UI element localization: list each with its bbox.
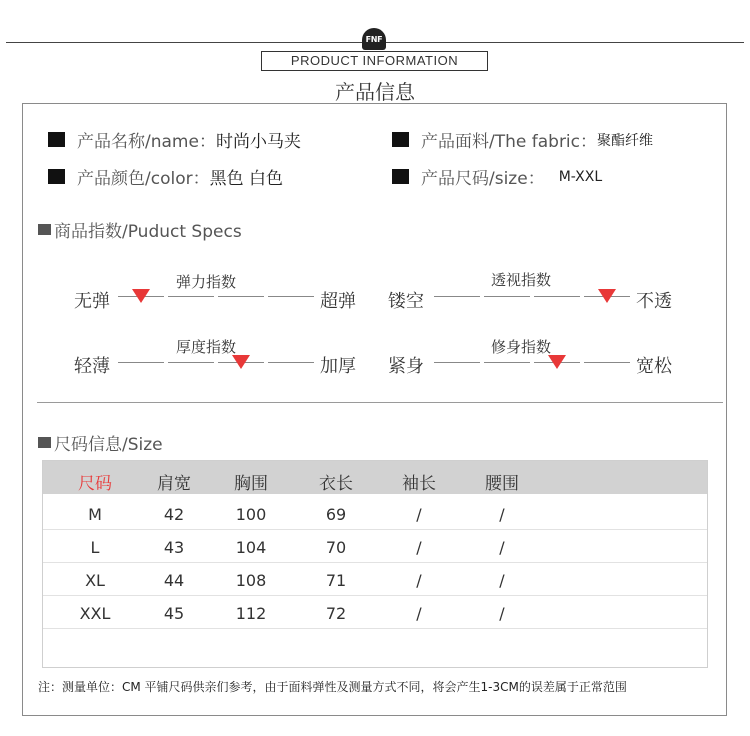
spec-scale-segment [268,362,314,363]
size-table-cell: 71 [325,571,347,590]
specs-section-label: 商品指数/Puduct Specs [54,222,242,242]
spec-scale-segment [484,296,530,297]
mid-divider [37,402,723,403]
spec-title: 厚度指数 [176,338,237,356]
size-table-cell: XL [85,571,105,590]
size-table-cell: 42 [163,505,185,524]
info-fabric-row [392,127,653,152]
spec-scale-segment [118,362,164,363]
size-table-cell: / [499,571,505,590]
specs-section-title [38,217,242,242]
size-table-cell: / [416,571,422,590]
size-table-cell: L [90,538,100,557]
size-section-label: 尺码信息/Size [54,435,163,455]
spec-level-marker-icon [598,289,616,303]
table-row-divider [43,562,707,563]
size-column-header: 腰围 [485,474,519,494]
spec-scale-segment [168,296,214,297]
section-header-cn: 产品信息 [335,80,415,104]
brand-logo: FNF [362,28,386,50]
spec-scale-segment [434,296,480,297]
info-size-key: 产品尺码/size： [421,169,545,189]
spec-scale-segment [268,296,314,297]
spec-level-marker-icon [132,289,150,303]
size-column-header: 肩宽 [157,474,191,494]
info-name-key: 产品名称/name： [77,132,216,152]
size-table-cell: / [499,538,505,557]
info-color-key: 产品颜色/color： [77,169,210,189]
spec-min-label: 镂空 [388,291,424,312]
size-section-title [38,430,163,455]
size-table-cell: 45 [163,604,185,623]
bullet-square-icon [48,132,65,147]
bullet-square-icon [392,169,409,184]
size-table-cell: 108 [235,571,267,590]
size-column-header: 衣长 [319,474,353,494]
size-table-cell: / [499,505,505,524]
spec-title: 修身指数 [491,338,552,356]
size-table-cell: / [499,604,505,623]
info-name-row [48,127,301,152]
bullet-square-icon [392,132,409,147]
size-table-cell: 112 [235,604,267,623]
info-fabric-key: 产品面料/The fabric： [421,132,598,152]
info-color-row [48,164,283,189]
spec-scale-segment [584,362,630,363]
spec-max-label: 加厚 [320,356,356,377]
table-row-divider [43,628,707,629]
spec-min-label: 轻薄 [74,356,110,377]
spec-scale-segment [534,296,580,297]
bullet-square-icon [48,169,65,184]
bullet-square-icon [38,224,51,235]
spec-title: 弹力指数 [176,273,237,291]
spec-max-label: 不透 [636,291,672,312]
size-table-cell: / [416,604,422,623]
info-size-row [392,164,602,189]
size-column-header: 胸围 [234,474,268,494]
bullet-square-icon [38,437,51,448]
spec-max-label: 超弹 [320,291,356,312]
size-table [42,460,708,668]
info-color-value: 黑色 白色 [209,169,283,189]
info-fabric-value: 聚酯纤维 [597,132,654,149]
spec-min-label: 无弹 [74,291,110,312]
spec-level-marker-icon [232,355,250,369]
spec-scale-segment [484,362,530,363]
spec-min-label: 紧身 [388,356,424,377]
size-table-cell: / [416,538,422,557]
size-table-cell: 70 [325,538,347,557]
table-row-divider [43,529,707,530]
info-name-value: 时尚小马夹 [215,132,301,152]
size-table-cell: 43 [163,538,185,557]
size-table-cell: XXL [79,604,111,623]
spec-max-label: 宽松 [636,356,672,377]
spec-title: 透视指数 [491,271,552,289]
measurement-note: 注：测量单位：CM 平铺尺码供亲们参考，由于面料弹性及测量方式不同，将会产生1-3CM的误差属于正常范围 [38,680,627,694]
size-column-header: 尺码 [78,474,112,494]
size-table-cell: 69 [325,505,347,524]
size-table-cell: 44 [163,571,185,590]
size-table-cell: 72 [325,604,347,623]
section-header-en: PRODUCT INFORMATION [261,51,488,71]
info-size-value: M-XXL [558,168,603,185]
spec-scale-segment [218,296,264,297]
size-table-cell: M [88,505,102,524]
spec-level-marker-icon [548,355,566,369]
size-table-cell: 104 [235,538,267,557]
size-column-header: 袖长 [402,474,436,494]
size-table-cell: / [416,505,422,524]
spec-scale-segment [168,362,214,363]
spec-scale-segment [434,362,480,363]
size-table-cell: 100 [235,505,267,524]
table-row-divider [43,595,707,596]
